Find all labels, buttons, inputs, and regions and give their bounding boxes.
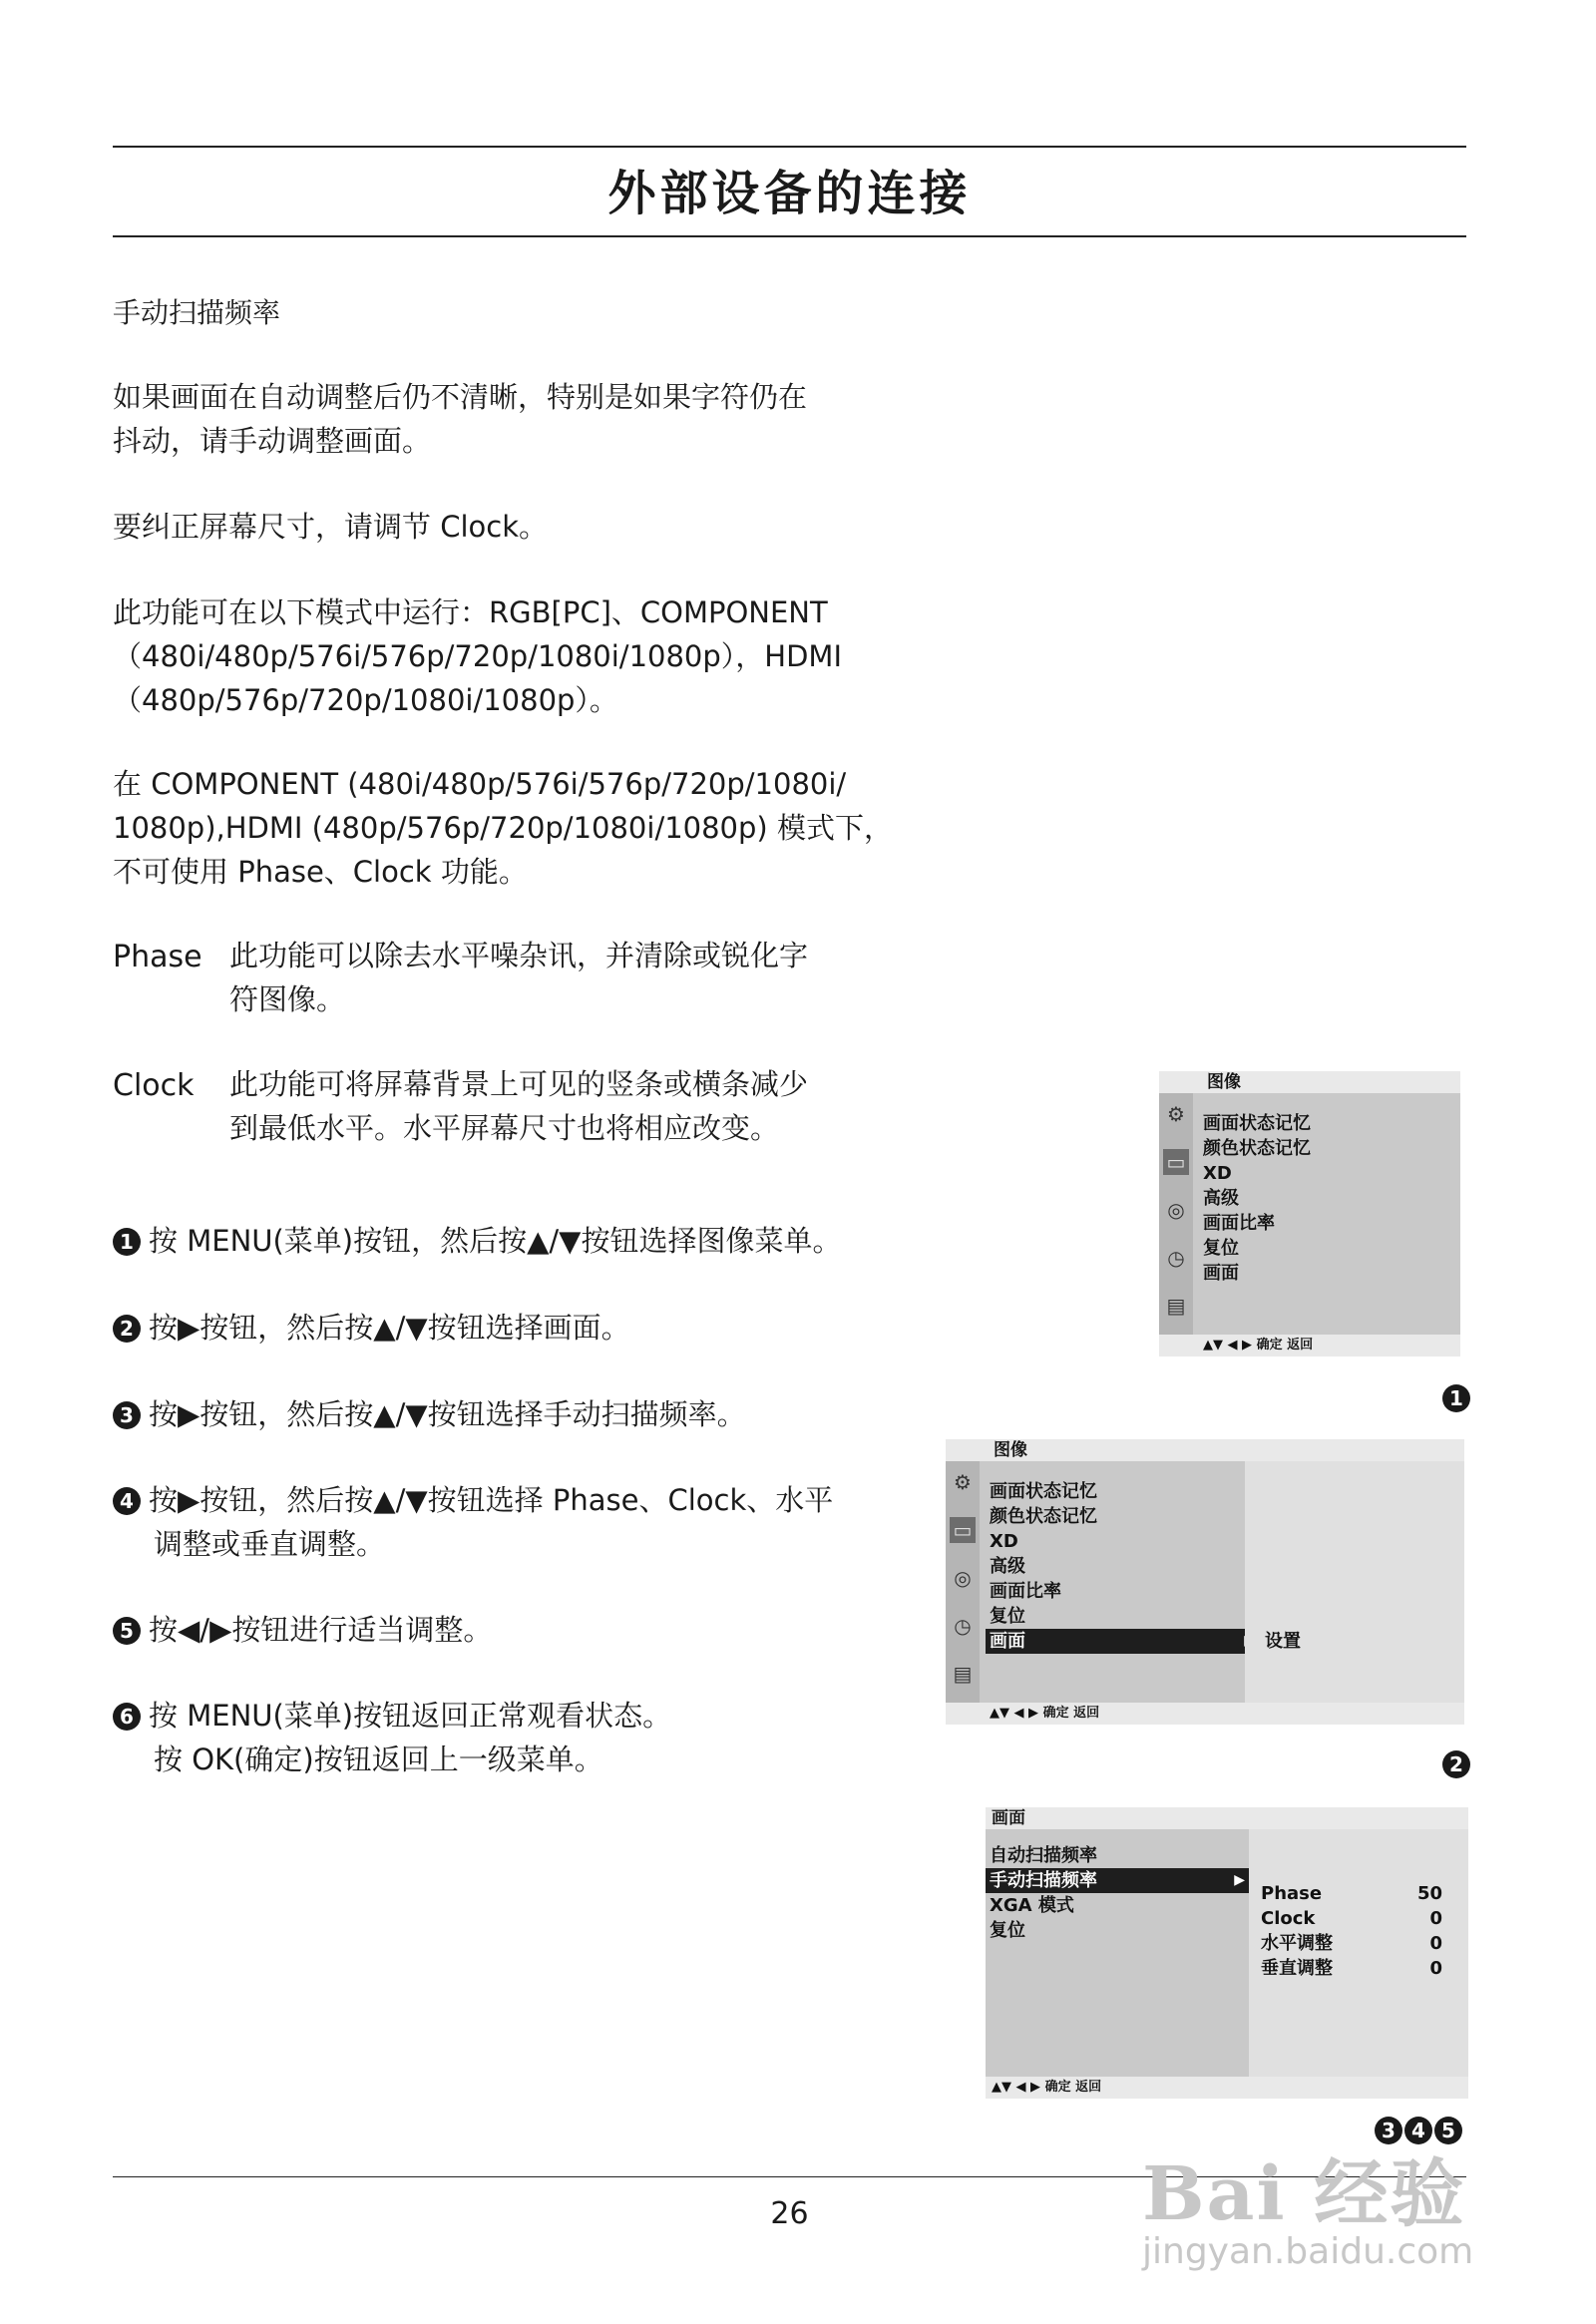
- osd-footer: [986, 2077, 1468, 2099]
- osd-footer-hint: ▲▼ ◀ ▶ 确定 返回: [1203, 1338, 1314, 1353]
- text-line: 此功能可将屏幕背景上可见的竖条或横条减少: [229, 1067, 809, 1101]
- value-row-clock[interactable]: [1261, 1906, 1442, 1931]
- text-line: 1080p),HDMI (480p/576p/720p/1080i/1080p) 模式下，: [113, 811, 893, 845]
- term-clock: Clock: [113, 1068, 195, 1103]
- paragraph-1: [113, 375, 871, 463]
- paragraph-2: [113, 505, 871, 549]
- menu-item[interactable]: XD: [1203, 1163, 1232, 1184]
- figure-badge: 3: [1375, 2117, 1402, 2144]
- step-number-badge: 3: [113, 1401, 141, 1429]
- picture-icon: ⚙: [954, 1470, 972, 1494]
- page-number: 26: [770, 2196, 809, 2231]
- osd-menu-list: [1199, 1111, 1448, 1286]
- menu-item-label: 手动扫描频率: [990, 1870, 1097, 1891]
- watermark: [1122, 2100, 1521, 2299]
- value-number: 50: [1416, 1883, 1442, 1904]
- osd-header-label: 图像: [994, 1440, 1027, 1460]
- step-number-badge: 5: [113, 1617, 141, 1645]
- menu-item-selected[interactable]: [986, 1868, 1249, 1893]
- step-2: [113, 1306, 630, 1350]
- submenu-item[interactable]: 设置: [1265, 1631, 1301, 1652]
- text-line: 要纠正屏幕尺寸，请调节 Clock。: [113, 510, 549, 544]
- menu-item[interactable]: XD: [990, 1531, 1018, 1552]
- value-label: Phase: [1261, 1883, 1323, 1904]
- menu-item[interactable]: 高级: [1203, 1188, 1239, 1209]
- step-text: 按▶按钮，然后按▲/▼按钮选择手动扫描频率。: [149, 1397, 746, 1431]
- setup-icon: ▤: [953, 1662, 973, 1686]
- figure-number: [1442, 1750, 1478, 1778]
- menu-item[interactable]: 画面比率: [990, 1581, 1061, 1602]
- value-label: Clock: [1261, 1908, 1316, 1929]
- screen-icon: ▭: [950, 1517, 976, 1543]
- def-clock: [229, 1062, 888, 1150]
- figure-badge: 5: [1434, 2117, 1462, 2144]
- osd-values-panel: [1249, 1829, 1468, 2077]
- step-text: 按 MENU(菜单)按钮返回正常观看状态。: [149, 1699, 672, 1733]
- text-line: 此功能可以除去水平噪杂讯，并清除或锐化字: [229, 939, 809, 972]
- osd-header: [986, 1807, 1468, 1829]
- step-text: 按▶按钮，然后按▲/▼按钮选择画面。: [149, 1311, 630, 1345]
- value-label: 垂直调整: [1261, 1958, 1333, 1979]
- def-phase: [229, 934, 888, 1021]
- step-number-badge: 1: [113, 1228, 141, 1256]
- page-title: 外部设备的连接: [607, 166, 972, 221]
- step-number-badge: 6: [113, 1703, 141, 1731]
- step-text: 按▶按钮，然后按▲/▼按钮选择 Phase、Clock、水平: [149, 1483, 834, 1517]
- step-text: 按 OK(确定)按钮返回上一级菜单。: [154, 1743, 603, 1776]
- text-line: 此功能可在以下模式中运行：RGB[PC]、COMPONENT: [113, 595, 828, 629]
- value-number: 0: [1429, 1933, 1442, 1954]
- value-number: 0: [1429, 1908, 1442, 1929]
- figure-badge: 1: [1442, 1384, 1470, 1412]
- menu-item[interactable]: 复位: [990, 1606, 1025, 1627]
- text-line: （480p/576p/720p/1080i/1080p）。: [113, 683, 618, 717]
- value-label: 水平调整: [1261, 1933, 1333, 1954]
- paragraph-4: [113, 762, 893, 894]
- osd-footer: [1159, 1335, 1460, 1356]
- step-number-badge: 2: [113, 1315, 141, 1343]
- menu-item-label: 画面: [990, 1631, 1025, 1652]
- osd-footer: [946, 1703, 1464, 1725]
- osd-submenu-panel: [1245, 1461, 1464, 1703]
- menu-item[interactable]: 画面状态记忆: [990, 1481, 1097, 1502]
- step-text: 按◀/▶按钮进行适当调整。: [149, 1613, 493, 1647]
- step-5: [113, 1608, 492, 1652]
- value-number: 0: [1429, 1958, 1442, 1979]
- text-line: 在 COMPONENT (480i/480p/576i/576p/720p/1080i/: [113, 767, 847, 801]
- osd-menu-list: [986, 1479, 1273, 1654]
- menu-item[interactable]: XGA 模式: [990, 1895, 1074, 1916]
- figure-badge: 4: [1404, 2117, 1432, 2144]
- timer-icon: ◷: [1167, 1246, 1185, 1270]
- osd-header: [946, 1439, 1464, 1461]
- top-rule: [113, 146, 1466, 148]
- menu-item[interactable]: 复位: [1203, 1238, 1239, 1259]
- setup-icon: ▤: [1166, 1294, 1186, 1318]
- section-heading: 手动扫描频率: [113, 296, 281, 329]
- value-row-vertical[interactable]: [1261, 1956, 1442, 1981]
- osd-icon-strip: [946, 1461, 980, 1703]
- value-row-phase[interactable]: [1261, 1881, 1442, 1906]
- osd-menu-list: [986, 1843, 1249, 1943]
- osd-header-label: 图像: [1207, 1072, 1241, 1092]
- osd-footer-hint: ▲▼ ◀ ▶ 确定 返回: [990, 1706, 1100, 1721]
- osd-picture-menu: [1159, 1071, 1460, 1356]
- text-line: 到最低水平。水平屏幕尺寸也将相应改变。: [229, 1111, 780, 1145]
- chevron-right-icon: ▶: [1234, 1872, 1245, 1888]
- text-line: 符图像。: [229, 982, 346, 1016]
- menu-item[interactable]: 画面比率: [1203, 1213, 1275, 1234]
- osd-header: [1159, 1071, 1460, 1093]
- step-3: [113, 1392, 746, 1436]
- watermark-brand: Bai 经验: [1142, 2151, 1466, 2237]
- term-phase: Phase: [113, 940, 202, 974]
- step-1: [113, 1219, 842, 1263]
- title-rule: [113, 235, 1466, 237]
- menu-item-selected[interactable]: [986, 1629, 1273, 1654]
- menu-item[interactable]: 复位: [990, 1920, 1025, 1941]
- osd-screen-menu: [986, 1807, 1468, 2099]
- osd-icon-strip: [1159, 1093, 1193, 1335]
- option-icon: ◎: [1167, 1198, 1185, 1222]
- value-row-horizontal[interactable]: [1261, 1931, 1442, 1956]
- menu-item[interactable]: 高级: [990, 1556, 1025, 1577]
- step-number-badge: 4: [113, 1487, 141, 1515]
- watermark-url: jingyan.baidu.com: [1142, 2231, 1474, 2272]
- text-line: 如果画面在自动调整后仍不清晰，特别是如果字符仍在: [113, 380, 808, 414]
- text-line: （480i/480p/576i/576p/720p/1080i/1080p），HDMI: [113, 639, 843, 673]
- paragraph-3: [113, 590, 871, 722]
- screen-icon: ▭: [1163, 1149, 1189, 1175]
- osd-header-label: 画面: [992, 1808, 1025, 1828]
- menu-item[interactable]: 自动扫描频率: [990, 1845, 1097, 1866]
- menu-item[interactable]: 颜色状态记忆: [990, 1506, 1097, 1527]
- menu-item[interactable]: 画面: [1203, 1263, 1239, 1284]
- osd-footer-hint: ▲▼ ◀ ▶ 确定 返回: [992, 2080, 1102, 2095]
- menu-item[interactable]: 画面状态记忆: [1203, 1113, 1311, 1134]
- osd-picture-menu-screen: [946, 1439, 1464, 1725]
- figure-number: [1442, 1384, 1478, 1412]
- picture-icon: ⚙: [1167, 1102, 1185, 1126]
- text-line: 抖动，请手动调整画面。: [113, 424, 432, 458]
- step-text: 调整或垂直调整。: [154, 1527, 386, 1561]
- step-6: [113, 1694, 671, 1781]
- menu-item[interactable]: 颜色状态记忆: [1203, 1138, 1311, 1159]
- step-text: 按 MENU(菜单)按钮，然后按▲/▼按钮选择图像菜单。: [149, 1224, 842, 1258]
- figure-badge: 2: [1442, 1750, 1470, 1778]
- text-line: 不可使用 Phase、Clock 功能。: [113, 855, 528, 889]
- option-icon: ◎: [954, 1566, 972, 1590]
- timer-icon: ◷: [954, 1614, 972, 1638]
- step-4: [113, 1478, 833, 1566]
